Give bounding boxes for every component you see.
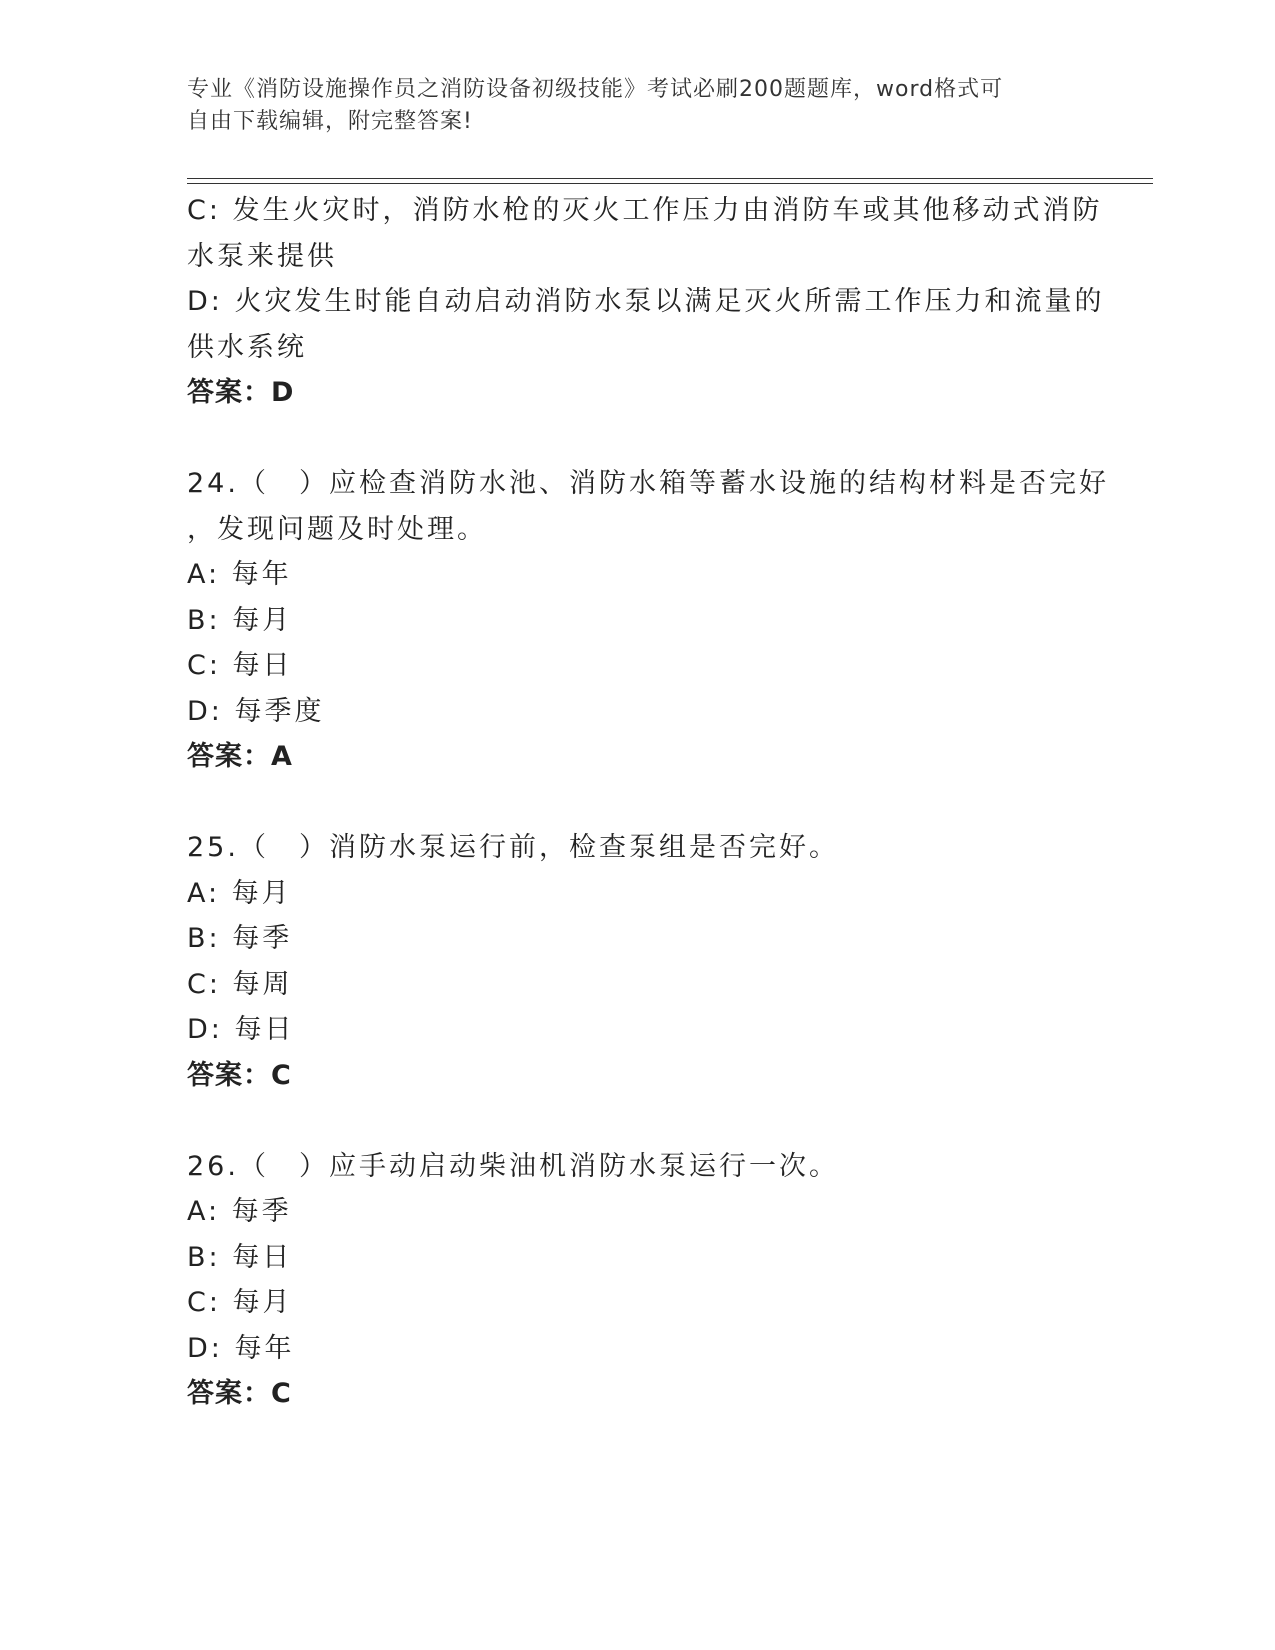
question-25 xyxy=(187,825,1087,1098)
option-c-line-2: 水泵来提供 xyxy=(187,240,337,272)
spacer xyxy=(187,1098,1087,1144)
question-26 xyxy=(187,1144,1087,1417)
question-stem-line-1: 25.（ ）消防水泵运行前，检查泵组是否完好。 xyxy=(187,832,839,863)
option-c: C: 每周 xyxy=(187,968,293,1000)
answer: 答案：C xyxy=(187,1059,292,1091)
spacer xyxy=(187,416,1087,462)
option-d: D: 每日 xyxy=(187,1014,295,1045)
option-d-line-2: 供水系统 xyxy=(187,331,307,363)
option-d: D: 每年 xyxy=(187,1332,295,1364)
document-header xyxy=(187,74,1067,138)
question-stem-line-1: 24.（ ）应检查消防水池、消防水箱等蓄水设施的结构材料是否完好 xyxy=(187,468,1109,499)
answer: 答案：C xyxy=(187,1378,292,1409)
option-c-line-1: C: 发生火灾时，消防水枪的灭火工作压力由消防车或其他移动式消防 xyxy=(187,195,1103,226)
spacer xyxy=(187,780,1087,826)
option-a: A: 每季 xyxy=(187,1196,292,1227)
question-stem-line-1: 26.（ ）应手动启动柴油机消防水泵运行一次。 xyxy=(187,1150,839,1182)
option-b: B: 每日 xyxy=(187,1241,293,1273)
answer: 答案：D xyxy=(187,377,295,408)
option-c: C: 每日 xyxy=(187,650,293,681)
header-divider-top xyxy=(187,178,1153,179)
option-d-line-1: D: 火灾发生时能自动启动消防水泵以满足灭火所需工作压力和流量的 xyxy=(187,286,1105,317)
option-b: B: 每季 xyxy=(187,923,293,954)
option-c: C: 每月 xyxy=(187,1287,293,1318)
option-b: B: 每月 xyxy=(187,604,293,636)
header-divider-bottom xyxy=(187,183,1153,184)
question-stem-line-2: ，发现问题及时处理。 xyxy=(187,513,487,545)
question-23-continued xyxy=(187,188,1105,416)
option-a: A: 每月 xyxy=(187,877,292,909)
answer: 答案：A xyxy=(187,741,293,772)
question-list xyxy=(187,188,1109,1417)
option-d: D: 每季度 xyxy=(187,695,325,727)
header-line-2: 自由下载编辑，附完整答案! xyxy=(187,109,473,134)
header-line-1: 专业《消防设施操作员之消防设备初级技能》考试必刷200题题库，word格式可 xyxy=(187,77,1004,102)
question-24 xyxy=(187,461,1109,780)
option-a: A: 每年 xyxy=(187,559,292,590)
